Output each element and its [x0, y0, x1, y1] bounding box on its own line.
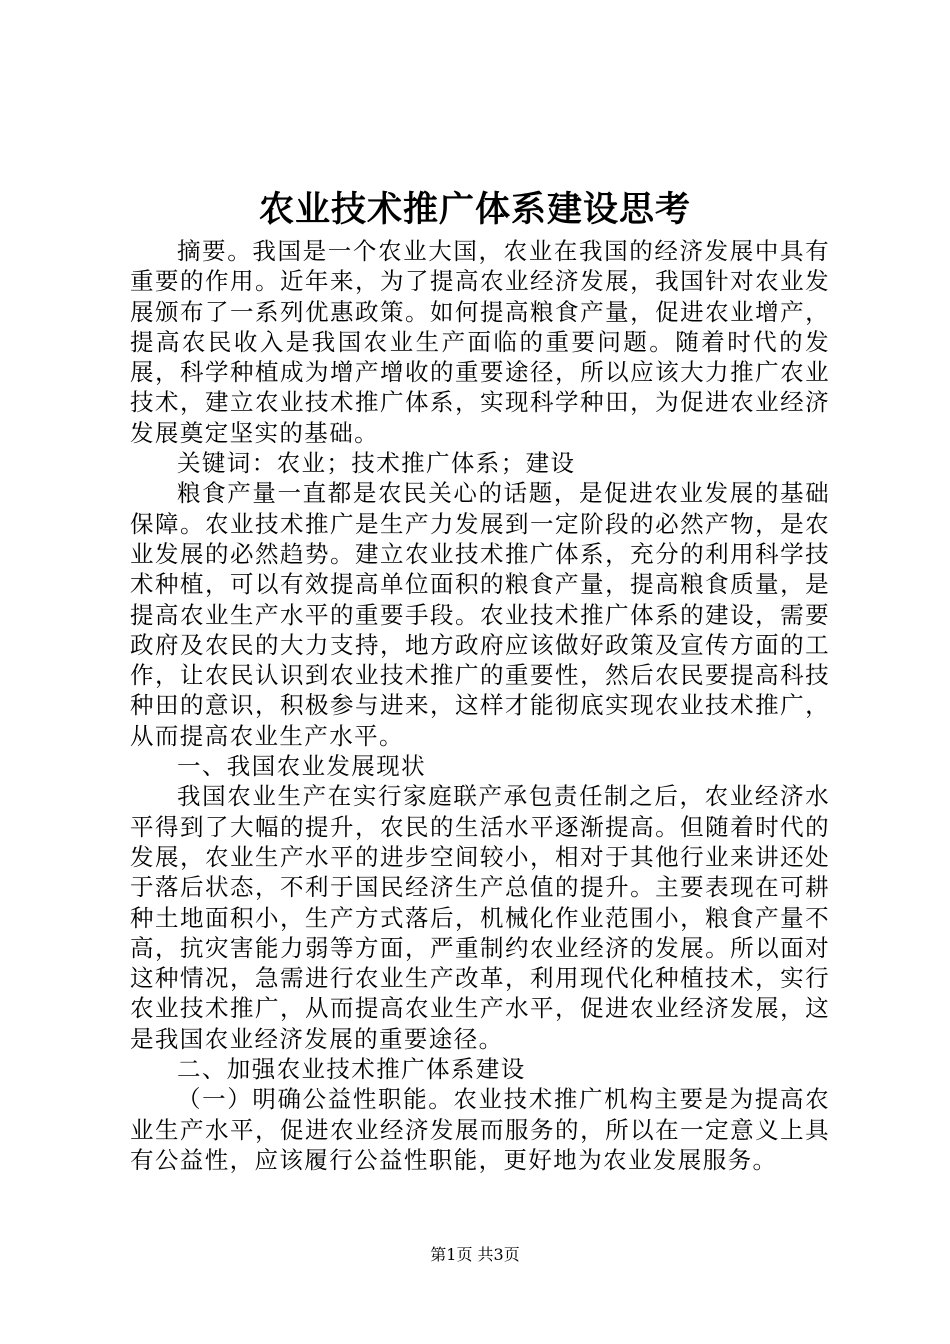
section-1-paragraph: 我国农业生产在实行家庭联产承包责任制之后，农业经济水平得到了大幅的提升，农民的生活水平逐渐提高。但随着时代的发展，农业生产水平的进步空间较小，相对于其他行业来讲还处于落后状态，不利于国民经济生产总值的提升。主要表现在可耕种土地面积小，生产方式落后，机械化作业范围小，粮食产量不高，抗灾害能力弱等方面，严重制约农业经济的发展。所以面对这种情况，急需进行农业生产改革，利用现代化种植技术，实行农业技术推广，从而提高农业生产水平，促进农业经济发展，这是我国农业经济发展的重要途径。 [130, 782, 830, 1053]
section-heading-2: 二、加强农业技术推广体系建设 [177, 1055, 526, 1084]
section-heading-1: 一、我国农业发展现状 [177, 752, 426, 781]
document-body [130, 236, 830, 1175]
section-2-paragraph: （一）明确公益性职能。农业技术推广机构主要是为提高农业生产水平，促进农业经济发展而服务的，所以在一定意义上具有公益性，应该履行公益性职能，更好地为农业发展服务。 [130, 1085, 830, 1174]
page-number-footer: 第1页 共3页 [430, 1245, 520, 1264]
abstract-paragraph: 摘要。我国是一个农业大国，农业在我国的经济发展中具有重要的作用。近年来，为了提高农业经济发展，我国针对农业发展颁布了一系列优惠政策。如何提高粮食产量，促进农业增产，提高农民收入是我国农业生产面临的重要问题。随着时代的发展，科学种植成为增产增收的重要途径，所以应该大力推广农业技术，建立农业技术推广体系，实现科学种田，为促进农业经济发展奠定坚实的基础。 [130, 237, 830, 447]
keywords-paragraph: 关键词：农业；技术推广体系；建设 [177, 449, 576, 478]
document-title: 农业技术推广体系建设思考 [258, 189, 691, 230]
intro-paragraph: 粮食产量一直都是农民关心的话题，是促进农业发展的基础保障。农业技术推广是生产力发展到一定阶段的必然产物，是农业发展的必然趋势。建立农业技术推广体系，充分的利用科学技术种植，可以有效提高单位面积的粮食产量，提高粮食质量，是提高农业生产水平的重要手段。农业技术推广体系的建设，需要政府及农民的大力支持，地方政府应该做好政策及宣传方面的工作，让农民认识到农业技术推广的重要性，然后农民要提高科技种田的意识，积极参与进来，这样才能彻底实现农业技术推广，从而提高农业生产水平。 [130, 479, 830, 750]
